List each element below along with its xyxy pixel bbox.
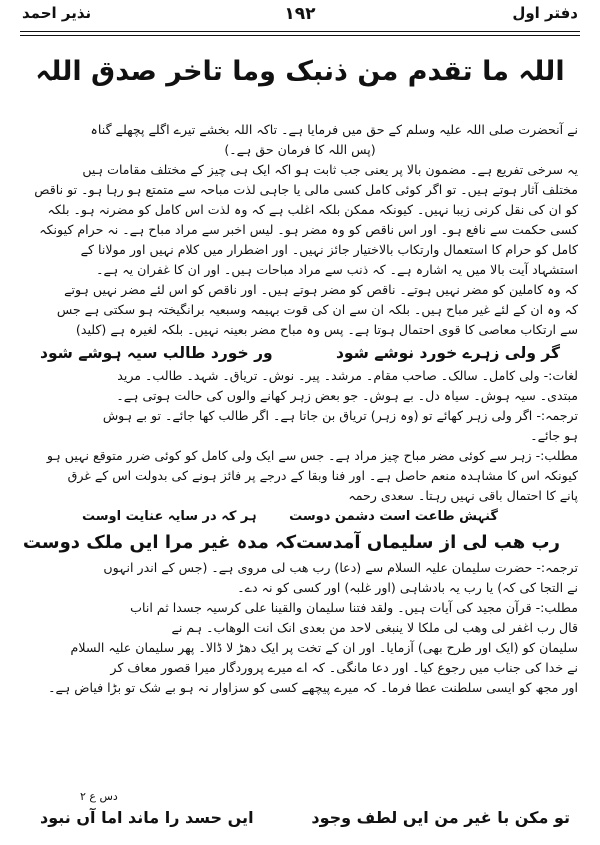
text-line: (پس اللہ کا فرمان حق ہے۔) — [224, 142, 376, 157]
verse-heading: اللہ ما تقدم من ذنبک وما تاخر صدق اللہ — [35, 56, 565, 87]
text-line: کہ وہ کاملین کو مضر نہیں ہوتے۔ ناقص کو مضر ہوتے ہیں۔ اور ناقص کو اس لئے مضر نہیں ہوتے — [64, 282, 578, 297]
header-rule-top — [20, 31, 580, 32]
text-line: کامل کو حرام کا استعمال وارتکاب بالاختیار جائز نہیں۔ اور اضطرار میں کلام نہیں اور مولانا کے — [80, 242, 578, 257]
vocabulary-line: لغات:- ولی کامل۔ سالک۔ صاحب مقام۔ مرشد۔ پیر۔ نوش۔ تریاق۔ شہد۔ طالب۔ مرید — [117, 368, 578, 383]
text-line: مختلف آثار ہوتے ہیں۔ تو اگر کوئی کامل کسی مالی یا جاہی لذت مباحہ سے متمتع ہو رہا ہو۔ تو ناقص — [34, 182, 578, 197]
text-line: نے التجا کی کہ) یا رب یہ بادشاہی (اور غلبہ) اور کسی کو نہ دے۔ — [237, 580, 578, 595]
main-text — [22, 120, 578, 698]
text-line: سلیمان کو (ایک اور طرح بھی) آزمایا۔ اور ان کے تخت پر ایک دھڑ لا ڈالا۔ پھر سلیمان علیہ السلام — [70, 640, 578, 655]
translation-line: ترجمہ:- اگر ولی زہر کھائے تو (وہ زہر) تریاق بن جاتا ہے۔ اگر طالب کھا جائے۔ تو بے ہوش — [102, 408, 578, 423]
couplet-second-hemistich: کہ مدہ غیر مرا ایں ملک دوست — [22, 532, 297, 553]
text-line: یہ سرخی تفریع ہے۔ مضمون بالا پر یعنی جب ثابت ہو اکہ ایک ہی چیز کے مختلف مقامات ہیں — [82, 162, 578, 177]
text-line: پانے کا احتمال باقی نہیں رہتا۔ سعدی رحمہ — [348, 488, 578, 503]
persian-couplet — [22, 340, 578, 366]
text-line: سے ارتکاب معاصی کا قوی احتمال ہوتا ہے۔ پس وہ مباح مضر بعینہ نہیں۔ بلکہ لغیرہ ہے (کلید) — [75, 322, 578, 337]
page-number: ۱۹۲ — [284, 4, 316, 24]
translation-line: ترجمہ:- حضرت سلیمان علیہ السلام سے (دعا) رب ھب لی مروی ہے۔ (جس کے اندر انہوں — [103, 560, 578, 575]
couplet-first-hemistich: گنہش طاعت است دشمن دوست — [289, 509, 498, 524]
footer-couplet — [40, 808, 570, 827]
couplet-first-hemistich: گر ولی زہرے خورد نوشے شود — [335, 344, 560, 362]
text-line: کیونکہ اس کا مشاہدہ منعم حاصل ہے۔ اور فنا وبقا کے درجے پر فائز ہونے کی بدولت اس کے غرق — [67, 468, 578, 483]
couplet-first-hemistich: رب ھب لی از سلیماں آمدست — [296, 532, 560, 553]
text-line: نے آنحضرت صلی اللہ علیہ وسلم کے حق میں فرمایا ہے۔ تاکہ اللہ بخشے تیرے اگلے پچھلے گناہ — [90, 122, 578, 137]
header-author: نذیر احمد — [22, 4, 92, 22]
text-line: قال رب اغفر لی وھب لی ملکا لا ینبغی لاحد من بعدی انک انت الوھاب۔ ہم نے — [171, 620, 578, 635]
couplet-first-hemistich: تو مکن با غیر من ایں لطف وجود — [311, 808, 570, 827]
header-rule-bottom — [20, 35, 580, 36]
persian-couplet — [22, 528, 578, 558]
meaning-line: مطلب:- زہر سے کوئی مضر مباح چیز مراد ہے۔ جس سے ایک ولی کامل کو کوئی ضرر متوقع نہیں ہو — [46, 448, 578, 463]
text-line: اور مجھ کو ایسی سلطنت عطا فرما۔ کہ میرے پیچھے کسی کو سزاوار نہ ہو بے شک تو بڑا فیاض ہے۔ — [48, 680, 578, 695]
couplet-second-hemistich: ہر کہ در سایہ عنایت اوست — [82, 509, 257, 524]
text-line: نے خدا کی جناب میں رجوع کیا۔ اور دعا مانگی۔ کہ اے میرے پروردگار میرا قصور معاف کر — [110, 660, 578, 675]
saadi-couplet — [22, 506, 578, 528]
page-header — [18, 4, 582, 28]
header-section-title: دفتر اول — [512, 4, 578, 22]
couplet-second-hemistich: ایں حسد را ماند اما آں نبود — [40, 808, 254, 827]
text-line: ہو جائے۔ — [530, 428, 578, 443]
meaning-line: مطلب:- قرآن مجید کی آیات ہیں۔ ولقد فتنا سلیمان والقینا علی کرسیہ جسدا ثم اناب — [130, 600, 578, 615]
text-line: استشہاد آیت بالا میں یہ اشارہ ہے۔ کہ ذنب سے مراد مباحات ہیں۔ اور ان کا غفران یہ ہے۔ — [96, 262, 578, 277]
text-line: کہ وہ ان کے لئے غیر مباح ہیں۔ بلکہ ان سے ان کی قوت بہیمہ وسبعیہ برانگیختہ ہو سکتی ہے جس — [56, 302, 578, 317]
couplet-second-hemistich: ور خورد طالب سیہ ہوشے شود — [40, 344, 273, 362]
text-line: مبتدی۔ سیہ ہوش۔ سیاہ دل۔ بے ہوش۔ جو بعض زہر کھانے والوں کی حالت ہوتی ہے۔ — [116, 388, 578, 403]
text-line: کسی حکمت سے نافع ہو۔ اور اس ناقص کو وہ مضر ہو۔ لیس اخبر سے مراد مباح ہے۔ نہ حرام کیونکہ — [39, 222, 578, 237]
footer-reference: دس ع ۲ — [80, 790, 118, 803]
text-line: کو ان کی نقل کرنی زیبا نہیں۔ کیونکہ ممکن بلکہ اغلب ہے کہ وہ لذت اس کامل کو مضرنہ ہو۔ بلکہ — [47, 202, 578, 217]
